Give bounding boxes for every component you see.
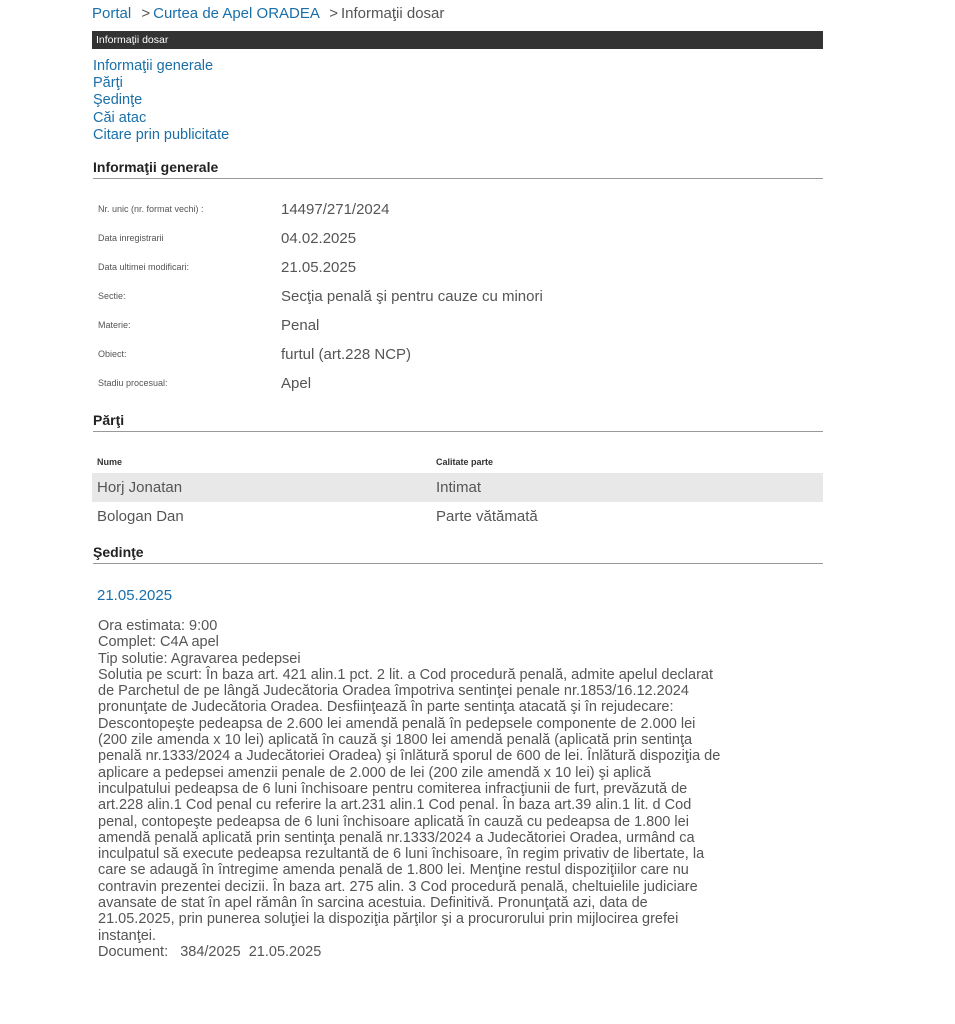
column-header-nume: Nume [97,457,123,467]
party-name: Bologan Dan [97,508,184,525]
page-title-bar: Informaţii dosar [92,31,823,49]
session-solutie-line: amendă penală aplicată prin sentinţa penală nr.1333/2024 a Judecătoriei Oradea, urmând ca [98,829,695,846]
session-solutie-line: de Parchetul de pe lângă Judecătoria Oradea împotriva sentinţei penale nr.1853/16.12.2024 [98,683,689,700]
session-solutie-line: inculpatul să execute pedeapsa rezultantă de 6 luni închisoare, în regim privativ de libertate, la [98,846,705,863]
session-details [98,618,823,960]
session-solutie-line: instanţei. [98,927,157,944]
info-value: 04.02.2025 [281,230,357,247]
info-row-nr-unic [98,201,818,232]
info-value: Penal [281,317,320,334]
info-label: Materie: [98,320,131,330]
info-value: furtul (art.228 NCP) [281,346,412,363]
info-label: Stadiu procesual: [98,378,168,388]
session-solutie-line: 21.05.2025, prin punerea soluţiei la dispoziţia părţilor şi a procurorului prin mijlocirea grefei [98,911,679,928]
info-value: Secţia penală şi pentru cauze cu minori [281,288,543,305]
session-solutie-line: contravin prezentei decizii. În baza art. 275 alin. 3 Cod procedură penală, cheltuielile judiciare [98,878,698,895]
session-solutie-line: penală nr.1333/2024 a Judecătoriei Oradea) şi înlătură sporul de 600 de lei. Înlătură dispoziţia de [98,748,721,765]
nav-link-cai-atac[interactable]: Căi atac [93,109,147,126]
session-complet: Complet: C4A apel [98,634,219,651]
party-role: Parte vătămată [436,508,538,525]
session-solutie-line: art.228 alin.1 Cod penal cu referire la art.231 alin.1 Cod penal. În baza art.39 alin.1 lit. d Cod [98,797,692,814]
session-solutie-line: (200 zile amenda x 10 lei) aplicată în cauză şi 1800 lei amendă penală (aplicată prin sentinţa [98,732,693,749]
session-ora: Ora estimata: 9:00 [98,618,218,634]
nav-link-citare[interactable]: Citare prin publicitate [93,126,230,143]
column-header-calitate: Calitate parte [436,457,494,467]
session-solutie-line: pronunţate de Judecătoria Oradea. Desfiinţează în parte sentinţa atacată şi în rejudecare: [98,699,674,716]
session-document: Document: 384/2025 21.05.2025 [98,943,322,960]
session-solutie-line: avansate de stat în apel rămân în sarcina acestuia. Definitivă. Pronunţată azi, data de [98,895,648,912]
nav-link-sedinte[interactable]: Şedinţe [93,92,143,109]
session-solutie-line: aplicare a pedepsei amenzii penale de 2.000 de lei (200 zile amendă x 10 lei) şi aplică [98,764,651,781]
breadcrumb-current: Informaţii dosar [341,5,445,22]
breadcrumb [92,5,444,22]
info-row-stadiu [98,375,818,406]
breadcrumb-separator: > [141,5,151,22]
info-row-data-modificari [98,259,818,290]
info-label: Obiect: [98,349,127,359]
party-role: Intimat [436,479,482,496]
info-row-materie [98,317,818,348]
session-solutie-line: care se adaugă în întregime amenda penală de 1.800 lei. Menţine restul dispoziţiilor care nu [98,862,689,879]
section-heading-general: Informaţii generale [93,159,823,179]
session-solutie-line: inculpatului pedeapsa de 6 luni închisoare pentru comiterea infracţiunii de furt, prevăzută de [98,780,688,797]
nav-link-parti[interactable]: Părţi [93,75,123,92]
breadcrumb-portal-link[interactable]: Portal [92,5,132,22]
info-label: Data ultimei modificari: [98,262,190,272]
party-name: Horj Jonatan [97,479,183,496]
session-solutie-line: Descontopeşte pedeapsa de 2.600 lei amendă penală în pedepsele componente de 2.000 lei [98,715,696,732]
section-heading-parti: Părţi [93,412,823,432]
info-row-obiect [98,346,818,377]
breadcrumb-separator: > [329,5,338,22]
info-row-data-inregistrarii [98,230,818,261]
info-label: Data inregistrarii [98,233,164,243]
nav-link-informatii-generale[interactable]: Informaţii generale [93,58,214,74]
session-tip-solutie: Tip solutie: Agravarea pedepsei [98,650,301,667]
breadcrumb-court-link[interactable]: Curtea de Apel ORADEA [153,5,320,22]
table-row [92,502,823,531]
info-label: Sectie: [98,291,126,301]
info-value: 21.05.2025 [281,259,357,276]
session-date: 21.05.2025 [97,587,173,604]
info-label: Nr. unic (nr. format vechi) : [98,204,204,214]
session-solutie-line: penal, contopeşte pedeapsa de 6 luni închisoare aplicată în cauză cu pedeapsa de 1.800 lei [98,813,689,830]
info-value: 14497/271/2024 [281,201,390,218]
section-nav [93,58,229,144]
table-row [92,473,823,502]
session-solutie-line: Solutia pe scurt: În baza art. 421 alin.1 pct. 2 lit. a Cod procedură penală, admite apelul declarat [98,666,714,683]
section-heading-sedinte: Şedinţe [93,544,823,564]
info-row-sectie [98,288,818,319]
info-value: Apel [281,375,312,392]
